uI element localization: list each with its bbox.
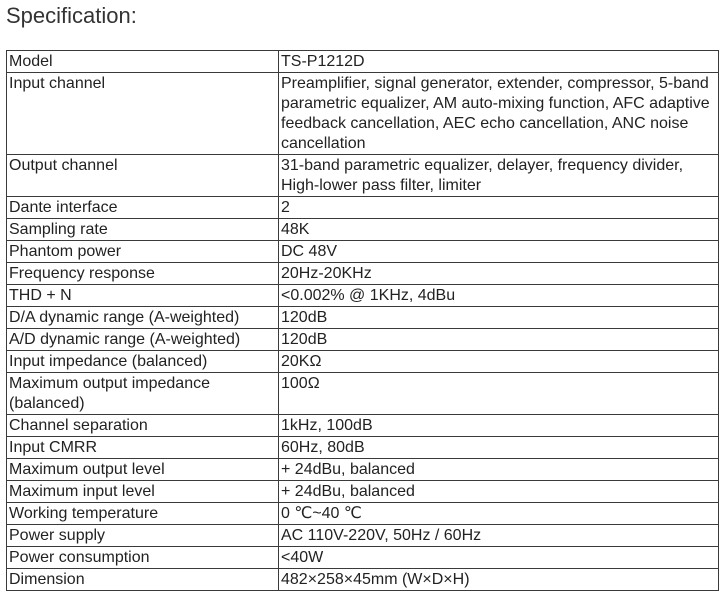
spec-value: 120dB xyxy=(279,307,719,329)
table-row xyxy=(7,459,719,481)
table-row xyxy=(7,415,719,437)
spec-label: Input channel xyxy=(7,73,279,155)
spec-value: <0.002% @ 1KHz, 4dBu xyxy=(279,285,719,307)
spec-label: Input impedance (balanced) xyxy=(7,351,279,373)
spec-value: 20Hz-20KHz xyxy=(279,263,719,285)
spec-value: + 24dBu, balanced xyxy=(279,481,719,503)
table-row xyxy=(7,437,719,459)
table-row xyxy=(7,219,719,241)
spec-value: 60Hz, 80dB xyxy=(279,437,719,459)
spec-value: TS-P1212D xyxy=(279,51,719,73)
spec-value: <40W xyxy=(279,547,719,569)
table-row xyxy=(7,569,719,591)
table-row xyxy=(7,241,719,263)
spec-label: Input CMRR xyxy=(7,437,279,459)
table-row xyxy=(7,503,719,525)
spec-value: 20KΩ xyxy=(279,351,719,373)
spec-label: Power supply xyxy=(7,525,279,547)
table-row xyxy=(7,285,719,307)
spec-value: DC 48V xyxy=(279,241,719,263)
table-row xyxy=(7,51,719,73)
spec-label: Phantom power xyxy=(7,241,279,263)
table-row xyxy=(7,373,719,415)
table-row xyxy=(7,547,719,569)
spec-value: 1kHz, 100dB xyxy=(279,415,719,437)
spec-label: Dante interface xyxy=(7,197,279,219)
table-row xyxy=(7,329,719,351)
spec-value: AC 110V-220V, 50Hz / 60Hz xyxy=(279,525,719,547)
table-row xyxy=(7,307,719,329)
spec-value: Preamplifier, signal generator, extender, compressor, 5-band parametric equalizer, AM auto-mixing function, AFC adaptive feedback cancellation, AEC echo cancellation, ANC noise cancellation xyxy=(279,73,719,155)
spec-label: A/D dynamic range (A-weighted) xyxy=(7,329,279,351)
spec-value: 100Ω xyxy=(279,373,719,415)
spec-label: Working temperature xyxy=(7,503,279,525)
spec-label: Power consumption xyxy=(7,547,279,569)
table-row xyxy=(7,525,719,547)
spec-label: Frequency response xyxy=(7,263,279,285)
spec-value: 31-band parametric equalizer, delayer, frequency divider, High-lower pass filter, limiter xyxy=(279,155,719,197)
spec-label: Maximum output level xyxy=(7,459,279,481)
table-row xyxy=(7,155,719,197)
specification-table xyxy=(6,50,719,591)
table-row xyxy=(7,481,719,503)
spec-label: Output channel xyxy=(7,155,279,197)
spec-value: 0 ℃~40 ℃ xyxy=(279,503,719,525)
table-row xyxy=(7,73,719,155)
spec-value: + 24dBu, balanced xyxy=(279,459,719,481)
spec-label: Sampling rate xyxy=(7,219,279,241)
spec-value: 482×258×45mm (W×D×H) xyxy=(279,569,719,591)
spec-label: D/A dynamic range (A-weighted) xyxy=(7,307,279,329)
spec-label: Maximum input level xyxy=(7,481,279,503)
table-row xyxy=(7,263,719,285)
spec-value: 120dB xyxy=(279,329,719,351)
spec-label: Dimension xyxy=(7,569,279,591)
spec-label: Maximum output impedance (balanced) xyxy=(7,373,279,415)
page-title: Specification: xyxy=(6,3,137,28)
table-row xyxy=(7,197,719,219)
spec-label: Channel separation xyxy=(7,415,279,437)
spec-value: 48K xyxy=(279,219,719,241)
table-row xyxy=(7,351,719,373)
spec-label: Model xyxy=(7,51,279,73)
spec-label: THD + N xyxy=(7,285,279,307)
spec-value: 2 xyxy=(279,197,719,219)
